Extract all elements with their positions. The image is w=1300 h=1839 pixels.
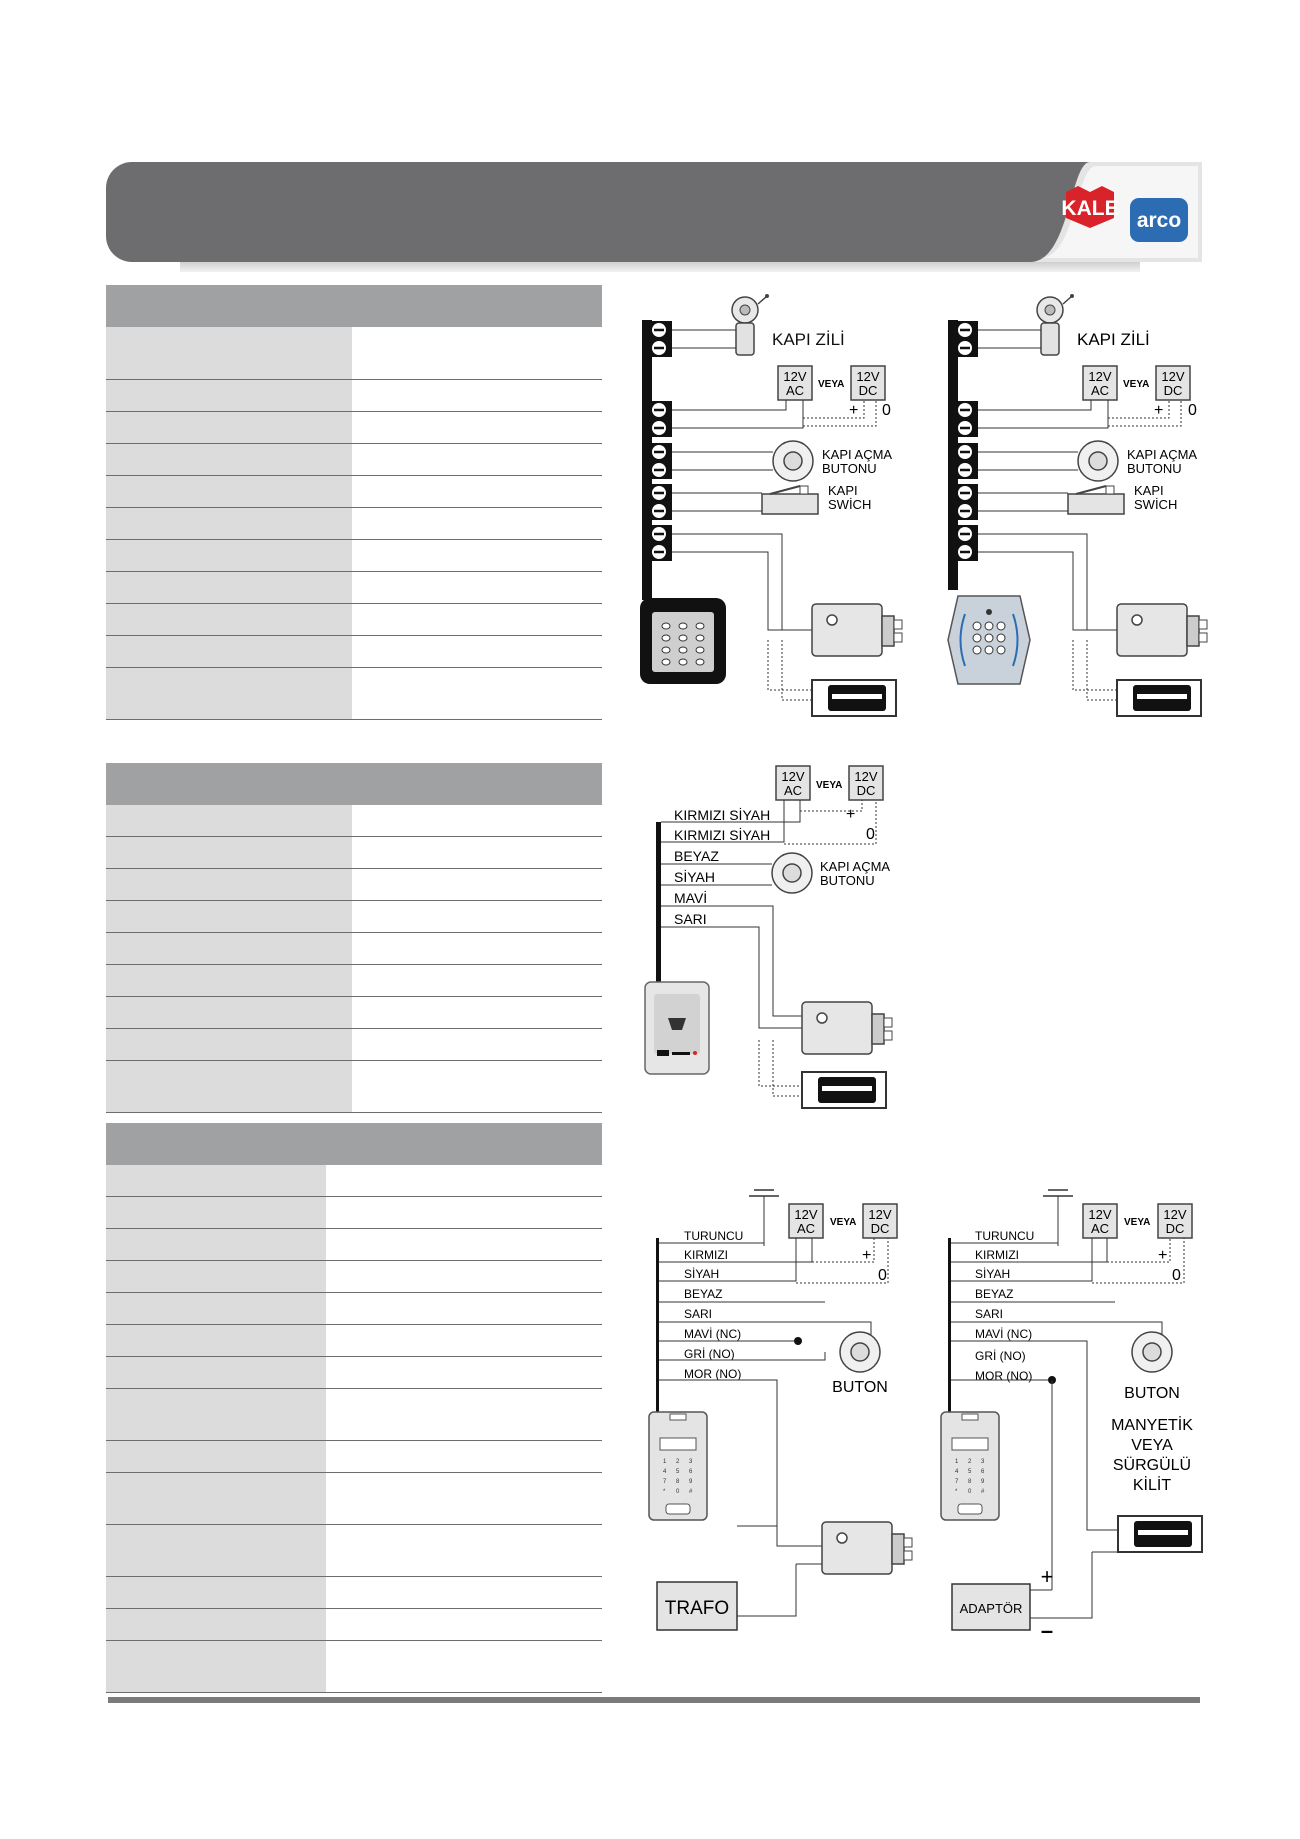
wire-label: BEYAZ [674,848,719,864]
wire-label: SİYAH [975,1267,1011,1281]
magnetic-lock-icon [1117,680,1201,716]
dc-label-2: DC [1165,1221,1185,1236]
card-reader-device [645,982,709,1074]
plus-terminal-label: + [1040,1564,1054,1589]
wire-label: MOR (NO) [684,1367,742,1381]
door-bell-icon [1037,294,1074,355]
wire-label: KIRMIZI [975,1248,1019,1262]
door-switch-icon [1068,494,1124,514]
ground-icon [1043,1190,1073,1246]
plus-label: + [846,806,856,823]
wire-label: KIRMIZI [684,1248,728,1262]
magnetic-lock-icon [802,1072,886,1108]
zero-label: 0 [882,402,891,419]
dc-label-1: 12V [854,769,878,784]
ac-label-1: 12V [794,1207,818,1222]
svg-text:*: * [955,1489,958,1495]
wire-label: SİYAH [684,1267,720,1281]
plus-label: + [862,1247,872,1264]
lock-label-4: KİLİT [1132,1477,1172,1494]
access-keypad-device-d [649,1412,707,1520]
access-keypad-device-e [941,1412,999,1520]
veya-label: VEYA [830,1217,857,1228]
push-button-icon [1132,1332,1172,1372]
wire-label: TURUNCU [684,1229,744,1243]
svg-text:1: 1 [955,1459,959,1465]
bell-label: KAPI ZİLİ [772,330,845,349]
svg-text:4: 4 [663,1469,667,1475]
bell-label: KAPI ZİLİ [1077,330,1150,349]
wire-label: GRİ (NO) [684,1347,735,1361]
svg-text:7: 7 [663,1479,667,1485]
wire-label: BEYAZ [975,1287,1014,1301]
electric-strike-icon [802,1002,892,1054]
svg-text:9: 9 [981,1479,985,1485]
veya-label: VEYA [1124,1217,1151,1228]
svg-text:#: # [689,1489,693,1495]
wire-label: SARI [975,1307,1004,1321]
svg-text:0: 0 [968,1489,972,1495]
wire-label: TURUNCU [975,1229,1035,1243]
svg-text:9: 9 [689,1479,693,1485]
wire-label: GRİ (NO) [975,1349,1026,1363]
veya-label: VEYA [1123,379,1150,390]
open-button-label-2: BUTONU [822,461,877,476]
veya-label: VEYA [818,379,845,390]
wiring-diagram-access-trafo [649,1190,912,1630]
switch-label-1: KAPI [828,483,858,498]
dc-label-2: DC [856,783,876,798]
buton-label: BUTON [1124,1385,1180,1402]
wiring-diagram-card-reader [645,766,892,1108]
push-button-icon [1078,441,1118,481]
door-bell-icon [732,294,769,355]
svg-text:5: 5 [676,1469,680,1475]
dc-label-1: 12V [1161,369,1185,384]
lock-label-3: SÜRGÜLÜ [1112,1457,1192,1474]
ac-label-1: 12V [1088,369,1112,384]
wire-label: MAVİ (NC) [975,1327,1033,1341]
svg-text:8: 8 [968,1479,972,1485]
switch-label-1: KAPI [1134,483,1164,498]
wire-label: SARI [684,1307,713,1321]
push-button-icon [840,1332,880,1372]
keypad-device-b [948,596,1030,684]
magnetic-lock-icon [1118,1516,1202,1552]
buton-label: BUTON [832,1379,888,1396]
magnetic-lock-icon [812,680,896,716]
ac-label-1: 12V [783,369,807,384]
trafo-label: TRAFO [664,1598,730,1619]
veya-label: VEYA [816,780,843,791]
svg-text:7: 7 [955,1479,959,1485]
open-button-label-2: BUTONU [820,873,875,888]
plus-label: + [1158,1247,1168,1264]
switch-label-2: SWİCH [828,497,872,512]
plus-label: + [849,402,859,419]
svg-text:0: 0 [676,1489,680,1495]
ac-label-2: AC [796,1221,816,1236]
lock-label-2: VEYA [1131,1437,1173,1454]
push-button-icon [773,441,813,481]
ac-label-2: AC [1090,383,1110,398]
wire-label: KIRMIZI SİYAH [674,827,771,843]
ac-label-1: 12V [1088,1207,1112,1222]
svg-text:5: 5 [968,1469,972,1475]
plus-label: + [1154,402,1164,419]
dc-label-1: 12V [1163,1207,1187,1222]
zero-label: 0 [1172,1267,1181,1284]
switch-label-2: SWİCH [1134,497,1178,512]
wiring-diagram-keypad-b [948,294,1207,716]
svg-text:6: 6 [981,1469,985,1475]
footer-rule [108,1697,1200,1703]
ac-label-2: AC [785,383,805,398]
svg-text:2: 2 [676,1459,680,1465]
minus-terminal-label: – [1040,1618,1054,1643]
open-button-label-1: KAPI AÇMA [820,859,891,874]
kale-text: KALE [1061,197,1119,220]
arco-text: arco [1136,209,1182,232]
ac-label-2: AC [783,783,803,798]
electric-strike-icon [1117,604,1207,656]
wire-label: MOR (NO) [975,1369,1033,1383]
svg-text:3: 3 [689,1459,693,1465]
svg-text:1: 1 [663,1459,667,1465]
door-switch-icon [762,494,818,514]
dc-label-1: 12V [868,1207,892,1222]
wire-label: MAVİ [674,890,708,906]
wire-label: BEYAZ [684,1287,723,1301]
dc-label-2: DC [858,383,878,398]
lock-label-1: MANYETİK [1111,1417,1193,1434]
open-button-label-2: BUTONU [1127,461,1182,476]
electric-strike-icon [812,604,902,656]
open-button-label-1: KAPI AÇMA [822,447,893,462]
svg-text:8: 8 [676,1479,680,1485]
svg-text:*: * [663,1489,666,1495]
adaptor-label: ADAPTÖR [959,1601,1023,1616]
zero-label: 0 [866,826,875,843]
dc-label-1: 12V [856,369,880,384]
ground-icon [749,1190,779,1246]
svg-text:4: 4 [955,1469,959,1475]
wire-label: KIRMIZI SİYAH [674,807,771,823]
ac-label-1: 12V [781,769,805,784]
svg-text:6: 6 [689,1469,693,1475]
keypad-device-a [640,598,726,684]
wire-label: MAVİ (NC) [684,1327,742,1341]
svg-text:#: # [981,1489,985,1495]
svg-text:2: 2 [968,1459,972,1465]
dc-label-2: DC [1163,383,1183,398]
wire-label: SİYAH [674,869,715,885]
electric-strike-icon [822,1522,912,1574]
svg-text:3: 3 [981,1459,985,1465]
open-button-label-1: KAPI AÇMA [1127,447,1198,462]
push-button-icon [772,853,812,893]
ac-label-2: AC [1090,1221,1110,1236]
wire-label: SARI [674,911,707,927]
zero-label: 0 [1188,402,1197,419]
wiring-diagram-access-adaptor [941,1190,1202,1643]
zero-label: 0 [878,1267,887,1284]
dc-label-2: DC [870,1221,890,1236]
wiring-diagram-keypad-a [640,294,902,716]
